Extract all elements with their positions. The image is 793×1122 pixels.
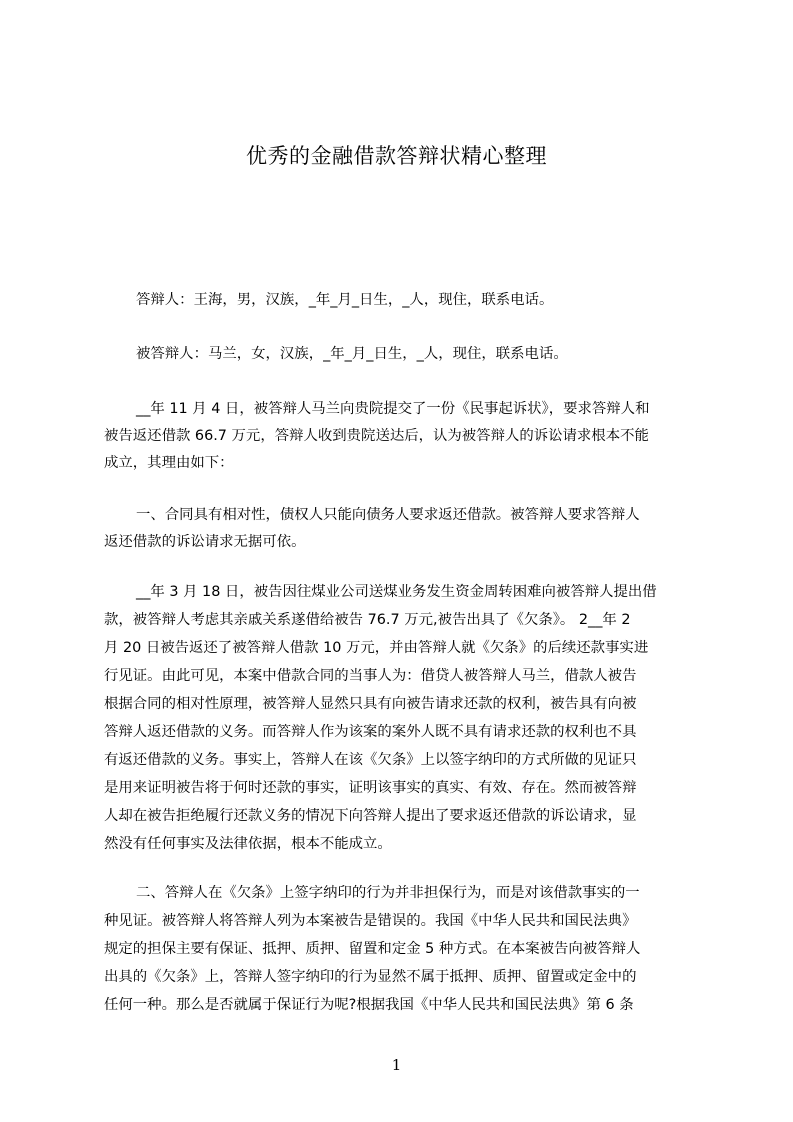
paragraph-line: 然没有任何事实及法律依据，根本不能成立。 [104,836,392,852]
respondent-line: 答辩人：王海，男，汉族，_年_月_日生，_人，现住，联系电话。 [136,292,554,308]
paragraph-line: 被告返还借款 66.7 万元，答辩人收到贵院送达后，认为被答辩人的诉讼请求根本不能 [104,428,649,444]
paragraph-line: 月 20 日被告返还了被答辩人借款 10 万元，并由答辩人就《欠条》的后续还款事实进 [104,640,649,656]
paragraph-line: 人却在被告拒绝履行还款义务的情况下向答辩人提出了要求返还借款的诉讼请求，显 [104,808,637,824]
paragraph-line: 返还借款的诉讼请求无据可依。 [104,534,306,550]
petitioner-line: 被答辩人：马兰，女，汉族，_年_月_日生，_人，现住，联系电话。 [136,346,568,362]
paragraph-line: 有返还借款的义务。事实上，答辩人在该《欠条》上以签字纳印的方式所做的见证只 [104,752,637,768]
paragraph-line: 任何一种。那么是否就属于保证行为呢?根据我国《中华人民共和国民法典》第 6 条 [104,997,634,1013]
paragraph-line: 二、答辩人在《欠条》上签字纳印的行为并非担保行为，而是对该借款事实的一 [136,885,640,901]
paragraph-line: 成立，其理由如下： [104,455,234,471]
paragraph-line: 款，被答辩人考虑其亲戚关系遂借给被告 76.7 万元,被告出具了《欠条》。 2__年 2 [104,612,631,628]
paragraph-line: __年 11 月 4 日，被答辩人马兰向贵院提交了一份《民事起诉状》，要求答辩人和 [136,401,650,417]
paragraph-line: 是用来证明被告将于何时还款的事实，证明该事实的真实、有效、存在。然而被答辩 [104,780,637,796]
document-title: 优秀的金融借款答辩状精心整理 [246,144,547,168]
paragraph-line: __年 3 月 18 日，被告因往煤业公司送煤业务发生资金周转困难向被答辩人提出借 [136,584,657,600]
paragraph-line: 种见证。被答辩人将答辩人列为本案被告是错误的。我国《中华人民共和国民法典》 [104,913,637,929]
paragraph-line: 行见证。由此可见，本案中借款合同的当事人为：借贷人被答辩人马兰，借款人被告 [104,668,637,684]
paragraph-line: 规定的担保主要有保证、抵押、质押、留置和定金 5 种方式。在本案被告向被答辩人 [104,941,641,957]
paragraph-line: 出具的《欠条》上，答辩人签字纳印的行为显然不属于抵押、质押、留置或定金中的 [104,969,637,985]
paragraph-line: 答辩人返还借款的义务。而答辩人作为该案的案外人既不具有请求还款的权利也不具 [104,724,637,740]
paragraph-line: 根据合同的相对性原理，被答辩人显然只具有向被告请求还款的权利，被告具有向被 [104,696,637,712]
page-number: 1 [391,1056,402,1074]
paragraph-line: 一、合同具有相对性，债权人只能向债务人要求返还借款。被答辩人要求答辩人 [136,507,640,523]
